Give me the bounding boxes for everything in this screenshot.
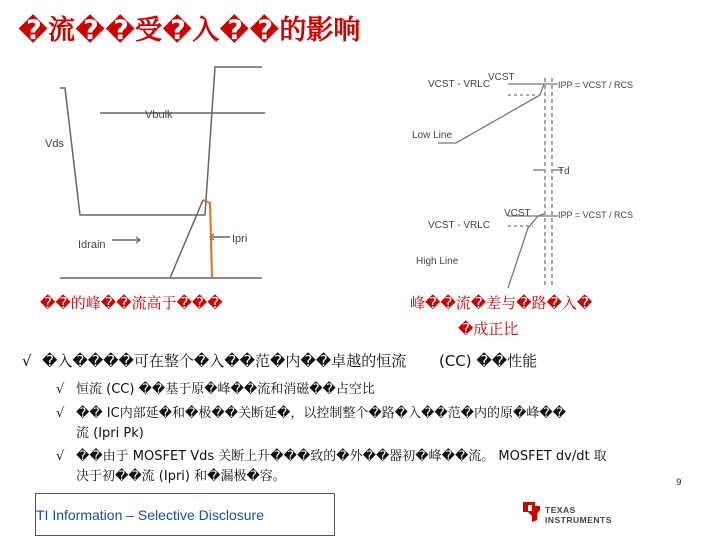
ti-brand-line1: TEXAS: [545, 505, 576, 515]
ipri-waveform: [203, 200, 212, 278]
bullet-sub-3-continued: 决于初��流 (Ipri) 和�漏极�容。: [76, 469, 286, 484]
check-icon: √: [56, 406, 65, 421]
bullet-sub-2-text: �� IC内部延�和�极��关断延�，以控制整个�路�入��范�内的原�峰��: [76, 406, 566, 421]
check-icon: √: [56, 382, 65, 397]
bullet-sub-2-continued: 流 (Ipri Pk): [76, 426, 144, 441]
slide-title: �流��受�入��的影响: [18, 15, 361, 46]
bullet-sub-2: [56, 402, 566, 421]
low-line-ramp: [438, 84, 544, 143]
bullet-sub-3: [56, 445, 607, 464]
idrain-label: Idrain: [78, 239, 106, 251]
right-figure-caption-line2: �成正比: [458, 320, 519, 338]
td-label: Td: [558, 166, 570, 177]
ti-brand-text: [545, 505, 612, 525]
vcst-bottom-label: VCST: [504, 208, 531, 219]
left-figure-caption: ��的峰��流高于���: [40, 294, 223, 312]
vds-label: Vds: [45, 138, 64, 150]
footer-disclosure-text: TI Information – Selective Disclosure: [36, 507, 264, 523]
high-line-label: High Line: [416, 256, 459, 267]
vcst-vrlc-top-label: VCST - VRLC: [428, 79, 491, 90]
bullet-sub-3-text: ��由于 MOSFET Vds 关断上升���致的�外��器初�峰��流。 MOSFET dv/dt 取: [76, 449, 607, 464]
vds-waveform: [60, 67, 262, 215]
page-number: 9: [676, 478, 682, 488]
bullet-main-suffix: (CC) ��性能: [438, 352, 538, 370]
ipri-label: Ipri: [232, 233, 248, 245]
left-waveform-figure: [40, 55, 270, 290]
ipp-top-label: IPP = VCST / RCS: [558, 80, 633, 90]
ti-brand-line2: INSTRUMENTS: [545, 515, 612, 525]
bullet-main: [22, 350, 537, 371]
bullet-sub-1-text: 恒流 (CC) ��基于原�峰��流和消磁��占空比: [76, 382, 375, 397]
bullet-sub-1: [56, 378, 375, 397]
bullet-main-text: �入����可在整个�入��范�内��卓越的恒流: [42, 352, 407, 370]
high-line-ramp: [508, 214, 544, 288]
ipp-bottom-label: IPP = VCST / RCS: [558, 210, 633, 220]
vbulk-label: Vbulk: [145, 109, 173, 121]
idrain-ramp: [170, 200, 203, 278]
check-icon: √: [22, 352, 32, 370]
right-figure-caption-line1: 峰��流�差与�路�入�: [410, 294, 593, 312]
low-line-label: Low Line: [412, 130, 453, 141]
ti-logo-icon: [520, 500, 542, 524]
vcst-top-label: VCST: [488, 72, 515, 83]
check-icon: √: [56, 449, 65, 464]
vcst-vrlc-bottom-label: VCST - VRLC: [428, 220, 491, 231]
right-waveform-figure: [408, 68, 668, 293]
